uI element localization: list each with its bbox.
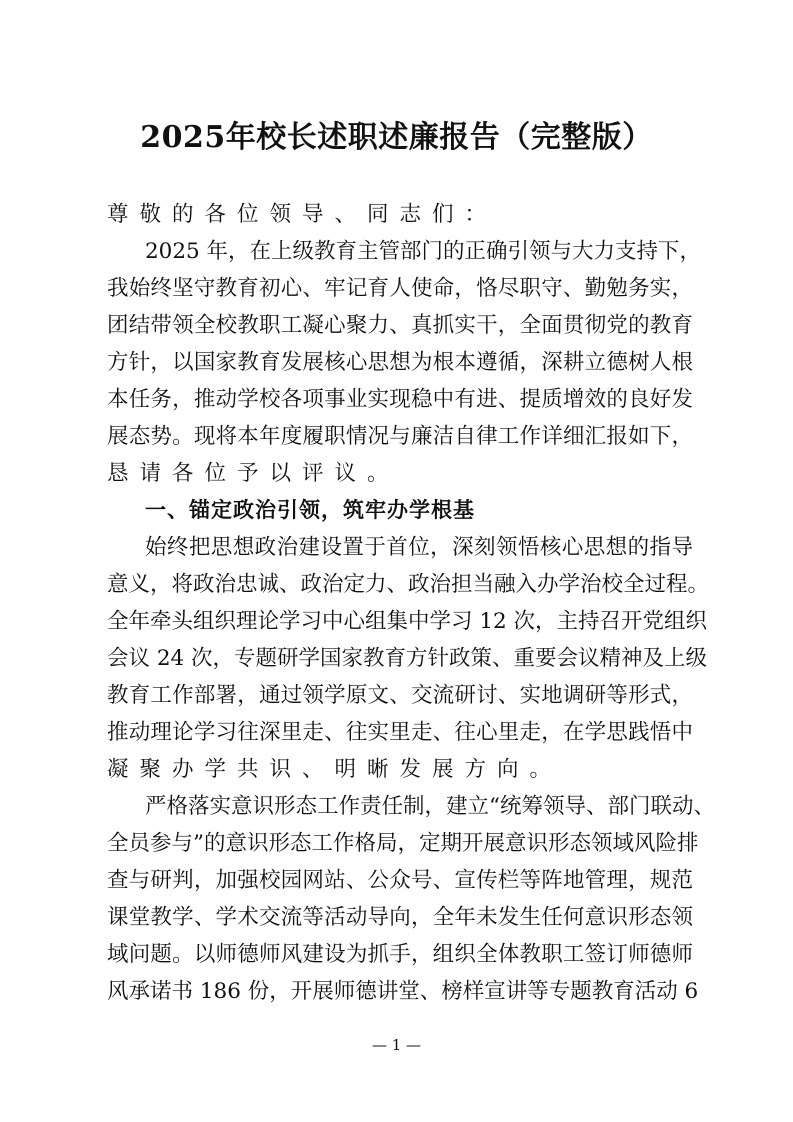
paragraph-line: 我始终坚守教育初心、牢记育人使命，恪尽职守、勤勉务实，: [107, 276, 693, 301]
paragraph: [107, 233, 702, 492]
paragraph-line: 域问题。以师德师风建设为抓手，组织全体教职工签订师德师: [107, 942, 693, 967]
paragraph-line: 查与研判，加强校园网站、公众号、宣传栏等阵地管理，规范: [107, 868, 693, 893]
paragraph-line: 始终把思想政治建设置于首位，深刻领悟核心思想的指导: [145, 535, 693, 560]
paragraph-line: 展态势。现将本年度履职情况与廉洁自律工作详细汇报如下，: [107, 424, 693, 449]
document-body: [107, 196, 715, 1010]
salutation: 尊敬的各位领导、同志们：: [107, 202, 498, 227]
paragraph: [107, 788, 715, 1010]
paragraph-line: 风承诺书 186 份，开展师德讲堂、榜样宣讲等专题教育活动 6: [107, 979, 699, 1004]
paragraph: [107, 529, 710, 788]
paragraph-line: 推动理论学习往深里走、往实里走、往心里走，在学思践悟中: [107, 720, 693, 745]
paragraph-line: 会议 24 次，专题研学国家教育方针政策、重要会议精神及上级: [107, 646, 708, 671]
paragraph-line: 2025 年，在上级教育主管部门的正确引领与大力支持下，: [145, 239, 702, 264]
paragraph-line: 严格落实意识形态工作责任制，建立“统筹领导、部门联动、: [145, 794, 715, 819]
page-number: — 1 —: [371, 1036, 422, 1054]
paragraph-line: 全年牵头组织理论学习中心组集中学习 12 次，主持召开党组织: [107, 609, 708, 634]
paragraph-line: 方针，以国家教育发展核心思想为根本遵循，深耕立德树人根: [107, 350, 693, 375]
paragraph-line: 恳请各位予以评议。: [107, 461, 400, 486]
section-heading: 一、锚定政治引领，筑牢办学根基: [145, 498, 475, 522]
paragraph-line: 教育工作部署，通过领学原文、交流研讨、实地调研等形式，: [107, 683, 693, 708]
paragraph-line: 团结带领全校教职工凝心聚力、真抓实干，全面贯彻党的教育: [107, 313, 693, 338]
paragraph-line: 本任务，推动学校各项事业实现稳中有进、提质增效的良好发: [107, 387, 693, 412]
document-title: 2025年校长述职述廉报告（完整版）: [140, 120, 653, 155]
paragraph-line: 全员参与”的意识形态工作格局，定期开展意识形态领域风险排: [107, 831, 699, 856]
paragraph-line: 凝聚办学共识、明晰发展方向。: [107, 757, 563, 782]
paragraph-line: 意义，将政治忠诚、政治定力、政治担当融入办学治校全过程。: [107, 572, 710, 597]
paragraph-line: 课堂教学、学术交流等活动导向，全年未发生任何意识形态领: [107, 905, 693, 930]
